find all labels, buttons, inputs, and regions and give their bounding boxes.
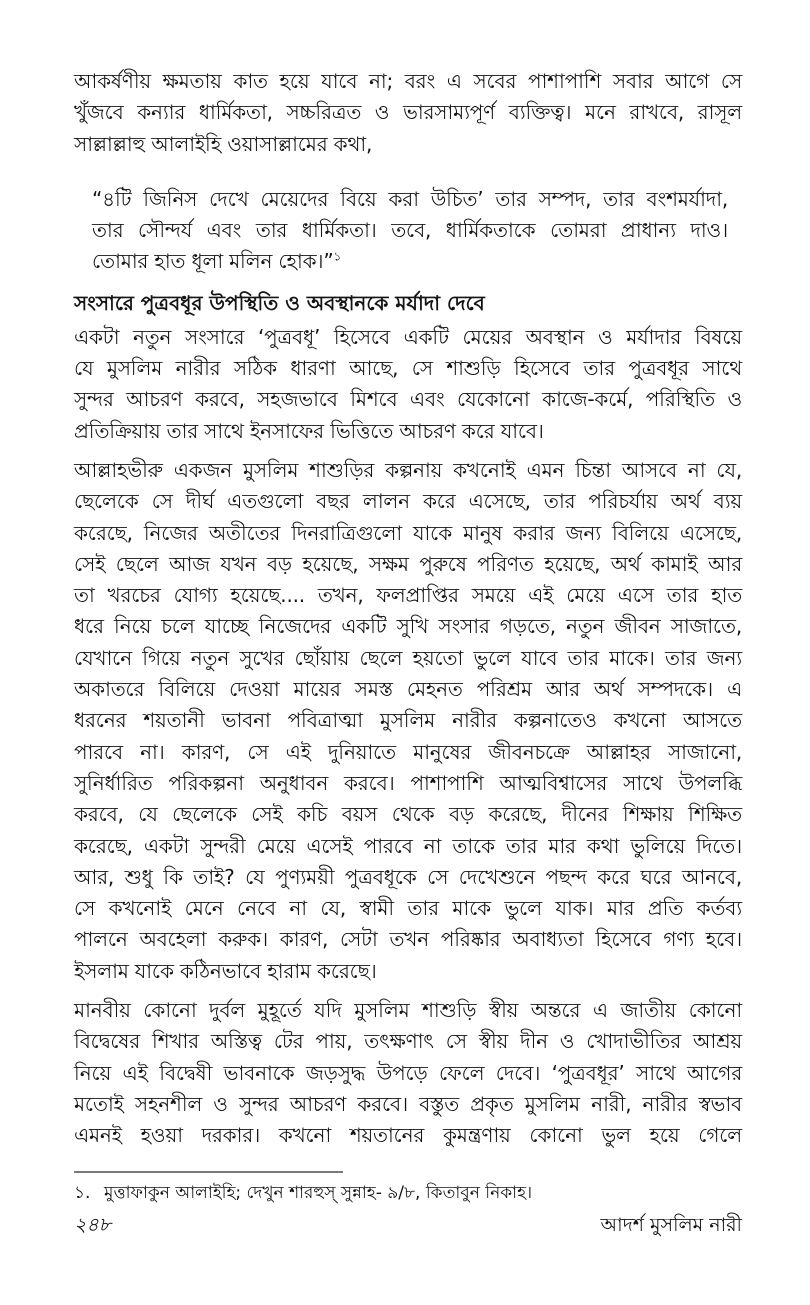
text-line: সুন্দর আচরণ করবে, সহজভাবে মিশবে এবং যেকোনো কাজে-কর্মে, পরিস্থিতি ও (74, 387, 742, 412)
text-line: মানবীয় কোনো দুর্বল মুহূর্তে যদি মুসলিম শাশুড়ি স্বীয় অন্তরে এ জাতীয় কোনো (74, 998, 742, 1023)
text-line: আর, শুধু কি তাই? যে পুণ্যময়ী পুত্রবধূকে সে দেখেশুনে পছন্দ করে ঘরে আনবে, (74, 864, 742, 889)
text-line: ছেলেকে সে দীর্ঘ এতগুলো বছর লালন করে এসেছে, তার পরিচর্যায় অর্থ ব্যয় (74, 489, 742, 514)
text-line: করেছে, নিজের অতীতের দিনরাত্রিগুলো যাকে মানুষ করার জন্য বিলিয়ে এসেছে, (74, 520, 742, 545)
page-footer (74, 1210, 742, 1240)
quote-line: তার সৌন্দর্য এবং তার ধার্মিকতা। তবে, ধার্মিকতাকে তোমরা প্রাধান্য দাও। (92, 218, 728, 243)
text-line: মতোই সহনশীল ও সুন্দর আচরণ করবে। বস্তুত প্রকৃত মুসলিম নারী, নারীর স্বভাব (74, 1091, 742, 1116)
text-line: সেই ছেলে আজ যখন বড় হয়েছে, সক্ষম পুরুষে পরিণত হয়েছে, অর্থ কামাই আর (74, 551, 742, 576)
text-line: যে মুসলিম নারীর সঠিক ধারণা আছে, সে শাশুড়ি হিসেবে তার পুত্রবধূর সাথে (74, 356, 742, 381)
text-line: সুনির্ধারিত পরিকল্পনা অনুধাবন করবে। পাশাপাশি আত্মবিশ্বাসের সাথে উপলব্ধি (74, 770, 742, 795)
hadith-quote (74, 184, 742, 278)
quote-line-last (92, 246, 728, 277)
section-heading: সংসারে পুত্রবধূর উপস্থিতি ও অবস্থানকে মর্যাদা দেবে (74, 290, 485, 315)
footnote-separator (74, 1171, 343, 1173)
paragraph-1 (74, 322, 742, 447)
text-line: তা খরচের যোগ্য হয়েছে.... তখন, ফলপ্রাপ্তির সময়ে এই মেয়ে এসে তার হাত (74, 583, 742, 608)
text-line: একটা নতুন সংসারে ‘পুত্রবধূ’ হিসেবে একটি মেয়ের অবস্থান ও মর্যাদার বিষয়ে (74, 324, 742, 349)
page-number: ২৪৮ (74, 1214, 112, 1236)
text-line: আল্লাহভীরু একজন মুসলিম শাশুড়ির কল্পনায় কখনোই এমন চিন্তা আসবে না যে, (74, 457, 742, 482)
text-line: পারবে না। কারণ, সে এই দুনিয়াতে মানুষের জীবনচক্রে আল্লাহর সাজানো, (74, 739, 742, 764)
text-line: আকর্ষণীয় ক্ষমতায় কাত হয়ে যাবে না; বরং এ সবের পাশাপাশি সবার আগে সে (74, 69, 742, 93)
text-line: ইসলাম যাকে কঠিনভাবে হারাম করেছে। (74, 958, 377, 983)
intro-paragraph (74, 66, 742, 160)
text-line: প্রতিক্রিয়ায় তার সাথে ইনসাফের ভিত্তিতে আচরণ করে যাবে। (74, 418, 544, 443)
text-line: বিদ্বেষের শিখার অস্তিত্ব টের পায়, তৎক্ষণাৎ সে স্বীয় দীন ও খোদাভীতির আশ্রয় (74, 1029, 742, 1054)
text-line: করেছে, একটা সুন্দরী মেয়ে এসেই পারবে না তাকে তার মার কথা ভুলিয়ে দিতে। (74, 833, 742, 858)
text-line: ধরে নিয়ে চলে যাচ্ছে নিজেদের একটি সুখি সংসার গড়তে, নতুন জীবন সাজাতে, (74, 614, 742, 639)
quote-line: “৪টি জিনিস দেখে মেয়েদের বিয়ে করা উচিত’ তার সম্পদ, তার বংশমর্যাদা, (92, 186, 728, 211)
footnote-marker: ১ (333, 249, 342, 264)
text-line: ধরনের শয়তানী ভাবনা পবিত্রাত্মা মুসলিম নারীর কল্পনাতেও কখনো আসতে (74, 708, 742, 733)
footnote-text: মুত্তাফাকুন আলাইহি; দেখুন শারহুস্ সুন্নাহ- ৯/৮, কিতাবুন নিকাহ। (104, 1183, 533, 1203)
text-line: এমনই হওয়া দরকার। কখনো শয়তানের কুমন্ত্রণায় কোনো ভুল হয়ে গেলে (74, 1123, 742, 1148)
text-line: খুঁজবে কন্যার ধার্মিকতা, সচ্চরিত্রত ও ভারসাম্যপূর্ণ ব্যক্তিত্ব। মনে রাখবে, রাসূল (74, 100, 742, 125)
text-line: করবে, যে ছেলেকে সেই কচি বয়স থেকে বড় করেছে, দীনের শিক্ষায় শিক্ষিত (74, 802, 742, 827)
text-line: অকাতরে বিলিয়ে দেওয়া মায়ের সমস্ত মেহনত পরিশ্রম আর অর্থ সম্পদকে। এ (74, 677, 742, 702)
paragraph-3 (74, 995, 742, 1151)
paragraph-2 (74, 455, 742, 987)
text-line: নিয়ে এই বিদ্বেষী ভাবনাকে জড়সুদ্ধ উপড়ে ফেলে দেবে। ‘পুত্রবধূর’ সাথে আগের (74, 1060, 742, 1085)
text-line: সে কখনোই মেনে নেবে না যে, স্বামী তার মাকে ভুলে যাক। মার প্রতি কর্তব্য (74, 896, 742, 921)
page-body (74, 66, 742, 1160)
running-title: আদর্শ মুসলিম নারী (600, 1214, 742, 1236)
footnote (74, 1180, 532, 1206)
text-line: সাল্লাল্লাহু আলাইহি ওয়াসাল্লামের কথা, (74, 131, 373, 156)
text-line: পালনে অবহেলা করুক। কারণ, সেটা তখন পরিষ্কার অবাধ্যতা হিসেবে গণ্য হবে। (74, 927, 742, 952)
footnote-number: ১. (74, 1183, 91, 1203)
quote-line-text: তোমার হাত ধূলা মলিন হোক।” (92, 249, 334, 274)
text-line: যেখানে গিয়ে নতুন সুখের ছোঁয়ায় ছেলে হয়তো ভুলে যাবে তার মাকে। তার জন্য (74, 645, 742, 670)
